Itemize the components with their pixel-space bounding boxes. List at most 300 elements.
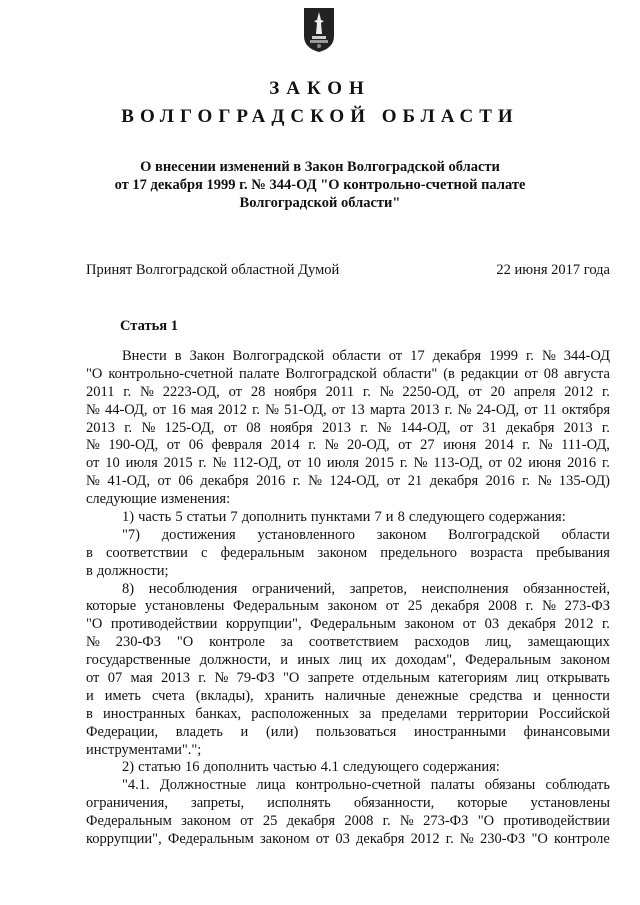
body-word: 03 xyxy=(484,616,500,633)
body-word: частью xyxy=(272,759,317,776)
body-word: в xyxy=(86,562,93,579)
body-word: от xyxy=(152,401,167,418)
body-word: 08 xyxy=(246,419,261,436)
body-word: г. xyxy=(292,473,301,490)
body-word: содержания: xyxy=(488,509,566,526)
body-word: г. xyxy=(198,455,207,472)
body-word: 111-ОД, xyxy=(561,437,610,454)
body-word: № xyxy=(379,383,394,400)
body-word: № xyxy=(324,437,339,454)
body-word: г. xyxy=(602,383,610,400)
body-word: г. xyxy=(360,419,369,436)
body-word: 2016 xyxy=(256,473,286,490)
body-word: области" xyxy=(382,365,438,382)
body-word: территории xyxy=(457,705,529,722)
body-word: от xyxy=(223,419,238,436)
body-word: г. xyxy=(399,455,408,472)
body-word: 2012 xyxy=(564,383,594,400)
body-word: марта xyxy=(369,401,406,418)
body-word: от xyxy=(157,473,171,490)
body-word: г. xyxy=(308,437,317,454)
body-word: которые xyxy=(86,598,137,615)
body-word: от xyxy=(228,383,242,400)
body-word: и xyxy=(240,723,249,740)
body-line xyxy=(86,813,610,831)
body-word: июля xyxy=(326,455,360,472)
body-word: № xyxy=(459,831,474,848)
body-line xyxy=(86,652,610,670)
body-word: от xyxy=(386,473,401,490)
law-subject xyxy=(60,158,580,212)
body-word: 7 xyxy=(230,509,238,526)
body-word: 7 xyxy=(374,509,382,526)
body-word: 2015 xyxy=(364,455,394,472)
body-word: "О xyxy=(86,616,103,633)
body-word: которые xyxy=(457,795,508,812)
body-word: от xyxy=(462,616,477,633)
body-word: денежные xyxy=(396,687,459,704)
body-word: иностранными xyxy=(414,723,506,740)
body-word: 51-ОД, xyxy=(284,401,327,418)
body-word: декабря xyxy=(200,473,249,490)
body-word: контрольно-счетной xyxy=(108,365,234,382)
body-word: от xyxy=(459,419,474,436)
body-word: июня xyxy=(528,455,562,472)
body-word: расположенных xyxy=(251,705,350,722)
subject-line: Волгоградской области" xyxy=(239,195,401,211)
body-line xyxy=(86,598,610,616)
subject-line: О внесении изменений в Закон Волгоградской области xyxy=(140,159,500,175)
body-word: ноября xyxy=(274,383,317,400)
body-word: средства xyxy=(469,687,523,704)
body-word: законом xyxy=(181,813,231,830)
body-word: декабря xyxy=(429,473,479,490)
body-word: декабря xyxy=(507,616,556,633)
body-word: 2223-ОД, xyxy=(162,383,220,400)
body-word: редакции xyxy=(460,365,519,382)
body-word: Волгоградской xyxy=(448,526,540,543)
body-line xyxy=(86,759,610,777)
body-word: инструментами"."; xyxy=(86,741,202,758)
body-word: 2012 xyxy=(410,831,440,848)
body-line xyxy=(86,688,610,706)
body-word: г. xyxy=(252,401,261,418)
body-word: "О xyxy=(86,365,103,382)
article-body xyxy=(86,348,610,849)
body-word: от xyxy=(524,401,538,418)
body-word: июня xyxy=(443,437,477,454)
body-word: законом xyxy=(560,652,610,669)
body-word: 16 xyxy=(184,759,200,776)
body-word: 2014 xyxy=(270,437,300,454)
body-word: статьи xyxy=(186,509,227,526)
body-line xyxy=(86,420,610,438)
body-word: контроле xyxy=(209,634,265,651)
body-word: Федеральным xyxy=(167,831,254,848)
body-word: от xyxy=(315,831,330,848)
body-word: 4.1 xyxy=(320,759,339,776)
body-line xyxy=(86,831,610,849)
body-word: отдельным xyxy=(362,670,430,687)
body-word: палаты xyxy=(430,777,475,794)
body-word: 190-ОД, xyxy=(108,437,159,454)
body-word: 10 xyxy=(105,455,120,472)
body-word: 2016 xyxy=(485,473,515,490)
body-word: Внести xyxy=(122,348,167,364)
body-word: 2013 xyxy=(86,419,115,436)
body-word: Федеральным xyxy=(465,652,551,669)
body-word: 2016 xyxy=(567,455,597,472)
body-word: 5 xyxy=(175,509,183,526)
body-word: "О xyxy=(531,831,548,848)
body-word: № xyxy=(537,473,552,490)
body-word: г. xyxy=(522,437,531,454)
body-word: № xyxy=(86,634,100,651)
body-word: обязаны xyxy=(484,777,536,794)
body-word: иных xyxy=(297,652,330,669)
body-word: законом xyxy=(259,831,310,848)
region-title: ВОЛГОГРАДСКОЙ ОБЛАСТИ xyxy=(121,106,519,127)
body-line xyxy=(86,563,610,581)
body-word: г. xyxy=(601,419,610,436)
body-line xyxy=(86,545,610,563)
body-word: несоблюдения xyxy=(148,580,238,597)
body-word: г. xyxy=(525,598,534,615)
body-line xyxy=(86,670,610,688)
body-word: 31 xyxy=(482,419,497,436)
body-word: 230-ФЗ xyxy=(115,634,162,651)
body-word: контрольно-счетной xyxy=(295,777,421,794)
body-word: содержания: xyxy=(422,759,500,776)
body-line xyxy=(86,706,610,724)
body-word: предельного xyxy=(380,544,458,561)
body-word: следующего xyxy=(408,509,485,526)
body-word: 2011 xyxy=(325,383,355,400)
body-word: 20 xyxy=(490,383,505,400)
body-word: декабря xyxy=(430,598,480,615)
body-word: от xyxy=(166,437,181,454)
body-word: № xyxy=(86,401,100,418)
body-word: октября xyxy=(561,401,610,418)
body-word: г. xyxy=(362,383,371,400)
body-word: дополнить xyxy=(241,509,307,526)
body-word: 112-ОД, xyxy=(232,455,282,472)
body-word: 06 xyxy=(178,473,193,490)
body-word: 13 xyxy=(350,401,365,418)
body-word: установлены xyxy=(144,598,225,615)
body-word: 1) xyxy=(122,509,135,526)
body-word: 2014 xyxy=(484,437,514,454)
body-word: г. xyxy=(123,383,132,400)
coat-of-arms-icon xyxy=(302,6,336,54)
body-word: противодействии xyxy=(110,616,218,633)
body-word: 20-ОД, xyxy=(347,437,390,454)
body-word: следующего xyxy=(342,759,419,776)
body-word: "О xyxy=(477,813,495,830)
body-word: лиц, xyxy=(485,634,512,651)
body-word: соответствием xyxy=(308,634,399,651)
body-word: № xyxy=(538,437,553,454)
body-word: от xyxy=(86,670,100,687)
body-word: 24-ОД, xyxy=(476,401,520,418)
body-word: 125-ОД, xyxy=(164,419,215,436)
body-word: хранить xyxy=(264,687,314,704)
body-word: категориям xyxy=(438,670,508,687)
body-word: установленного xyxy=(257,526,356,543)
body-word: (вклады), xyxy=(195,687,254,704)
body-word: № xyxy=(214,670,229,687)
body-word: открывать xyxy=(546,670,610,687)
body-word: 03 xyxy=(335,831,350,848)
adopted-date: 22 июня 2017 года xyxy=(496,262,610,278)
body-word: федеральным xyxy=(220,544,305,561)
body-word: декабря xyxy=(506,419,555,436)
body-word: и xyxy=(86,687,94,704)
body-word: возраста xyxy=(470,544,523,561)
body-word: 25 xyxy=(262,813,278,830)
body-word: неисполнения xyxy=(421,580,509,597)
body-word: лиц xyxy=(515,670,539,687)
body-word: финансовыми xyxy=(523,723,610,740)
body-word: 16 xyxy=(171,401,186,418)
body-word: 41-ОД, xyxy=(107,473,150,490)
body-word: пунктами xyxy=(310,509,371,526)
body-word: запрете xyxy=(307,670,354,687)
body-word: "О xyxy=(283,670,300,687)
body-word: пределами xyxy=(381,705,448,722)
body-word: 2011 xyxy=(86,383,115,400)
body-word: иностранных xyxy=(102,705,186,722)
body-word: "О xyxy=(176,634,194,651)
body-word: счета xyxy=(151,687,185,704)
body-word: 2250-ОД, xyxy=(402,383,460,400)
body-word: наличные xyxy=(324,687,386,704)
body-word: должности, xyxy=(199,652,272,669)
body-word: исполнять xyxy=(267,795,331,812)
body-word: достижения xyxy=(161,526,236,543)
body-word: соответствии xyxy=(105,544,188,561)
body-word: февраля xyxy=(211,437,263,454)
body-word: в xyxy=(174,348,182,364)
body-word: соблюдать xyxy=(545,777,610,794)
body-word: за xyxy=(359,705,372,722)
body-word: лица xyxy=(256,777,286,794)
body-word: обязанности, xyxy=(353,795,435,812)
body-word: 2013 xyxy=(321,419,351,436)
body-word: № xyxy=(413,455,428,472)
body-line xyxy=(86,402,610,420)
body-word: доходам", xyxy=(395,652,456,669)
body-word: № xyxy=(141,419,156,436)
body-word: Волгоградской xyxy=(232,348,325,364)
body-word: 79-ФЗ xyxy=(236,670,275,687)
body-word: замещающих xyxy=(527,634,610,651)
body-word: декабря xyxy=(286,813,336,830)
body-word: (в xyxy=(443,365,455,382)
body-word: 344-ОД xyxy=(563,348,610,364)
body-word: № xyxy=(377,419,392,436)
body-word: 11 xyxy=(542,401,557,418)
body-word: 06 xyxy=(188,437,204,454)
body-word: ценности xyxy=(552,687,610,704)
body-word: с xyxy=(201,544,208,561)
body-word: законом xyxy=(404,616,455,633)
body-word: от xyxy=(86,455,100,472)
body-word: 135-ОД) xyxy=(558,473,610,490)
body-word: от xyxy=(468,383,482,400)
document-type-title: ЗАКОН xyxy=(269,78,371,99)
body-line xyxy=(86,366,610,384)
body-word: г. xyxy=(601,616,610,633)
body-word: "4.1. xyxy=(122,777,150,794)
body-word: № xyxy=(542,598,557,615)
body-word: и xyxy=(533,687,542,704)
body-word: банках, xyxy=(195,705,242,722)
body-word: часть xyxy=(138,509,172,526)
body-word: № xyxy=(541,348,556,364)
body-word: должности; xyxy=(96,562,169,579)
body-word: запреты, xyxy=(190,795,245,812)
body-line xyxy=(86,795,610,813)
body-word: 08 xyxy=(543,365,559,382)
body-word: 2013 xyxy=(410,401,440,418)
body-word: контроле xyxy=(554,831,610,848)
body-word: г. xyxy=(382,813,391,830)
body-word: апреля xyxy=(513,383,556,400)
body-word: декабря xyxy=(356,831,405,848)
body-word: иметь xyxy=(104,687,142,704)
body-word: 10 xyxy=(306,455,322,472)
body-word: и xyxy=(385,509,394,526)
body-word: № xyxy=(86,437,100,454)
body-word: № xyxy=(457,401,472,418)
body-line xyxy=(86,581,610,599)
body-line xyxy=(86,384,610,402)
body-word: законом xyxy=(376,526,427,543)
body-word: 2008 xyxy=(487,598,517,615)
body-word: дополнить xyxy=(203,759,269,776)
body-word: запретов, xyxy=(349,580,407,597)
body-word: 273-ФЗ xyxy=(423,813,469,830)
body-word: противодействии xyxy=(503,813,610,830)
body-word: изменения: xyxy=(160,491,231,508)
body-word: 27 xyxy=(420,437,435,454)
body-word: и xyxy=(280,652,289,669)
body-word: июля xyxy=(125,455,158,472)
body-word: 44-ОД, xyxy=(104,401,148,418)
body-word: их xyxy=(371,652,387,669)
body-word: статью xyxy=(138,759,181,776)
body-line xyxy=(86,724,610,742)
body-word: 21 xyxy=(407,473,423,490)
body-word: от xyxy=(331,401,346,418)
body-word: Федеральным xyxy=(86,813,172,830)
body-word: ограничения, xyxy=(86,795,168,812)
body-line xyxy=(86,616,610,634)
body-line xyxy=(86,491,610,509)
body-word: "7) xyxy=(122,526,140,543)
body-word: г. xyxy=(445,831,454,848)
body-word: августа xyxy=(564,365,610,382)
body-word: Федеральным xyxy=(232,598,319,615)
body-word: обязанностей, xyxy=(523,580,610,597)
body-word: 25 xyxy=(407,598,423,615)
body-line xyxy=(86,473,610,491)
body-word: 17 xyxy=(410,348,425,364)
body-word: расходов xyxy=(414,634,470,651)
body-word: Российской xyxy=(538,705,610,722)
body-word: от xyxy=(488,455,502,472)
body-word: 2013 xyxy=(160,670,190,687)
body-word: № xyxy=(399,813,414,830)
body-word: ограничений, xyxy=(252,580,336,597)
body-word: г. xyxy=(198,670,207,687)
body-line xyxy=(86,527,610,545)
body-line xyxy=(86,509,610,527)
body-word: 8) xyxy=(122,580,135,597)
body-word: 02 xyxy=(507,455,523,472)
body-word: следующие xyxy=(86,491,157,508)
body-word: за xyxy=(280,634,293,651)
body-word: 07 xyxy=(107,670,123,687)
body-word: лиц xyxy=(339,652,362,669)
body-line xyxy=(86,455,610,473)
body-word: мая xyxy=(130,670,153,687)
body-word: 113-ОД, xyxy=(433,455,483,472)
body-word: коррупции", xyxy=(86,831,162,848)
body-line xyxy=(86,437,610,455)
body-word: № xyxy=(308,473,322,490)
body-word: области xyxy=(332,348,381,364)
body-word: установлены xyxy=(530,795,610,812)
body-word: коррупции", xyxy=(225,616,302,633)
body-line xyxy=(86,777,610,795)
body-word: 1999 xyxy=(489,348,518,364)
body-word: 2) xyxy=(122,759,135,776)
body-word: ноября xyxy=(270,419,313,436)
body-word: от xyxy=(240,813,254,830)
body-line xyxy=(86,348,610,366)
body-word: 2013 xyxy=(563,419,593,436)
body-word: 273-ФЗ xyxy=(564,598,610,615)
adopted-by-label: Принят Волгоградской областной Думой xyxy=(86,262,340,278)
body-word: владеть xyxy=(175,723,223,740)
subject-line: от 17 декабря 1999 г. № 344-ОД "О контрольно-счетной палате xyxy=(114,177,526,193)
body-word: г. xyxy=(601,455,610,472)
article-heading: Статья 1 xyxy=(120,318,178,334)
body-word: 124-ОД, xyxy=(329,473,380,490)
body-word: от xyxy=(385,598,400,615)
body-word: области xyxy=(561,526,610,543)
body-word: г. xyxy=(526,348,534,364)
body-word: декабря xyxy=(432,348,481,364)
body-word: 230-ФЗ xyxy=(479,831,526,848)
body-word: Должностные xyxy=(159,777,247,794)
body-word: 2015 xyxy=(163,455,193,472)
body-word: пользоваться xyxy=(316,723,397,740)
body-word: мая xyxy=(190,401,213,418)
body-word: 2008 xyxy=(344,813,374,830)
body-word: в xyxy=(86,705,93,722)
body-line xyxy=(86,742,610,760)
body-word: Федеральным xyxy=(310,616,396,633)
body-word: № xyxy=(265,401,279,418)
body-word: № xyxy=(86,473,100,490)
body-word: законом xyxy=(327,598,378,615)
body-word: 2012 xyxy=(564,616,594,633)
body-word: государственные xyxy=(86,652,191,669)
body-word: 28 xyxy=(250,383,266,400)
